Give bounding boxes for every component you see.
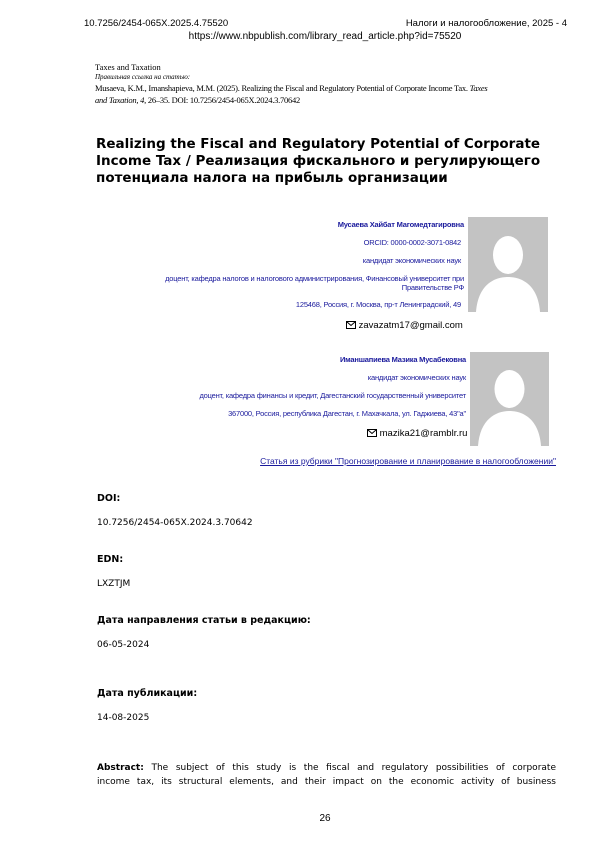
citation-label: Правильная ссылка на статью: — [95, 73, 191, 81]
abstract-text-2: income tax, its structural elements, and their impact on the economic activity of business — [97, 777, 556, 787]
title-line-3: потенциала налога на прибыль организации — [96, 170, 448, 186]
submitted-value: 06-05-2024 — [97, 640, 150, 650]
author1-orcid: ORCID: 0000-0002-3071-0842 — [363, 238, 461, 247]
person-silhouette-icon — [468, 217, 548, 312]
edn-label: EDN: — [97, 554, 124, 565]
citation-journal: Taxes and Taxation — [95, 62, 161, 72]
published-value: 14-08-2025 — [97, 713, 150, 723]
citation-line2 — [95, 95, 300, 105]
author2-degree: кандидат экономических наук — [367, 373, 466, 382]
author1-position — [165, 274, 464, 292]
edn-value: LXZTJM — [97, 579, 131, 589]
citation-pages: , 26–35. DOI: 10.7256/2454-065X.2024.3.70642 — [144, 95, 301, 105]
header-journal: Налоги и налогообложение, 2025 - 4 — [405, 18, 567, 29]
author1-position-line1: доцент, кафедра налогов и налогового администрирования, Финансовый университет при — [165, 274, 464, 283]
author2-email-row — [367, 428, 467, 440]
header-doi: 10.7256/2454-065X.2025.4.75520 — [84, 18, 229, 29]
citation-line1 — [95, 83, 487, 93]
abstract-label: Abstract: — [97, 763, 144, 773]
abstract — [97, 761, 556, 789]
author1-degree: кандидат экономических наук — [362, 256, 461, 265]
author1-photo — [468, 217, 548, 312]
author1-email[interactable]: zavazatm17@gmail.com — [358, 320, 463, 331]
article-title — [96, 136, 566, 187]
author1-address: 125468, Россия, г. Москва, пр-т Ленинградский, 49 — [295, 300, 461, 309]
doi-label: DOI: — [97, 493, 121, 504]
citation-text: Musaeva, K.M., Imanshapieva, M.M. (2025). Realizing the Fiscal and Regulatory Potential of Corporate Income Tax. — [95, 83, 468, 93]
citation-journal-italic: Taxes — [469, 83, 488, 93]
author1-position-line2: Правительстве РФ — [401, 283, 464, 292]
author2-address: 367000, Россия, республика Дагестан, г. Махачкала, ул. Гаджиева, 43"а" — [228, 409, 466, 418]
rubric-link[interactable]: Статья из рубрики "Прогнозирование и планирование в налогообложении" — [260, 456, 556, 466]
title-line-2: Income Tax / Реализация фискального и регулирующего — [96, 153, 541, 169]
envelope-icon — [346, 321, 356, 332]
page-number: 26 — [319, 813, 331, 824]
author1-name: Мусаева Хайбат Магомедтагировна — [337, 220, 464, 229]
author2-photo — [470, 352, 549, 446]
doi-value: 10.7256/2454-065X.2024.3.70642 — [97, 518, 253, 528]
submitted-label: Дата направления статьи в редакцию: — [97, 615, 311, 626]
abstract-text-1: The subject of this study is the fiscal and regulatory possibilities of corporate — [151, 763, 556, 773]
title-line-1: Realizing the Fiscal and Regulatory Potential of Corporate — [96, 136, 541, 152]
citation-volume-italic: and Taxation, 4 — [95, 95, 145, 105]
published-label: Дата публикации: — [97, 688, 198, 699]
envelope-icon — [367, 429, 377, 440]
abstract-line1 — [97, 761, 556, 775]
person-silhouette-icon — [470, 352, 549, 446]
author2-position: доцент, кафедра финансы и кредит, Дагестанский государственный университет — [199, 391, 466, 400]
author1-email-row — [346, 320, 463, 332]
header-url: https://www.nbpublish.com/library_read_article.php?id=75520 — [188, 31, 462, 42]
author2-name: Иманшапиева Мазика Мусабековна — [339, 355, 466, 364]
author2-email[interactable]: mazika21@ramblr.ru — [379, 428, 468, 439]
